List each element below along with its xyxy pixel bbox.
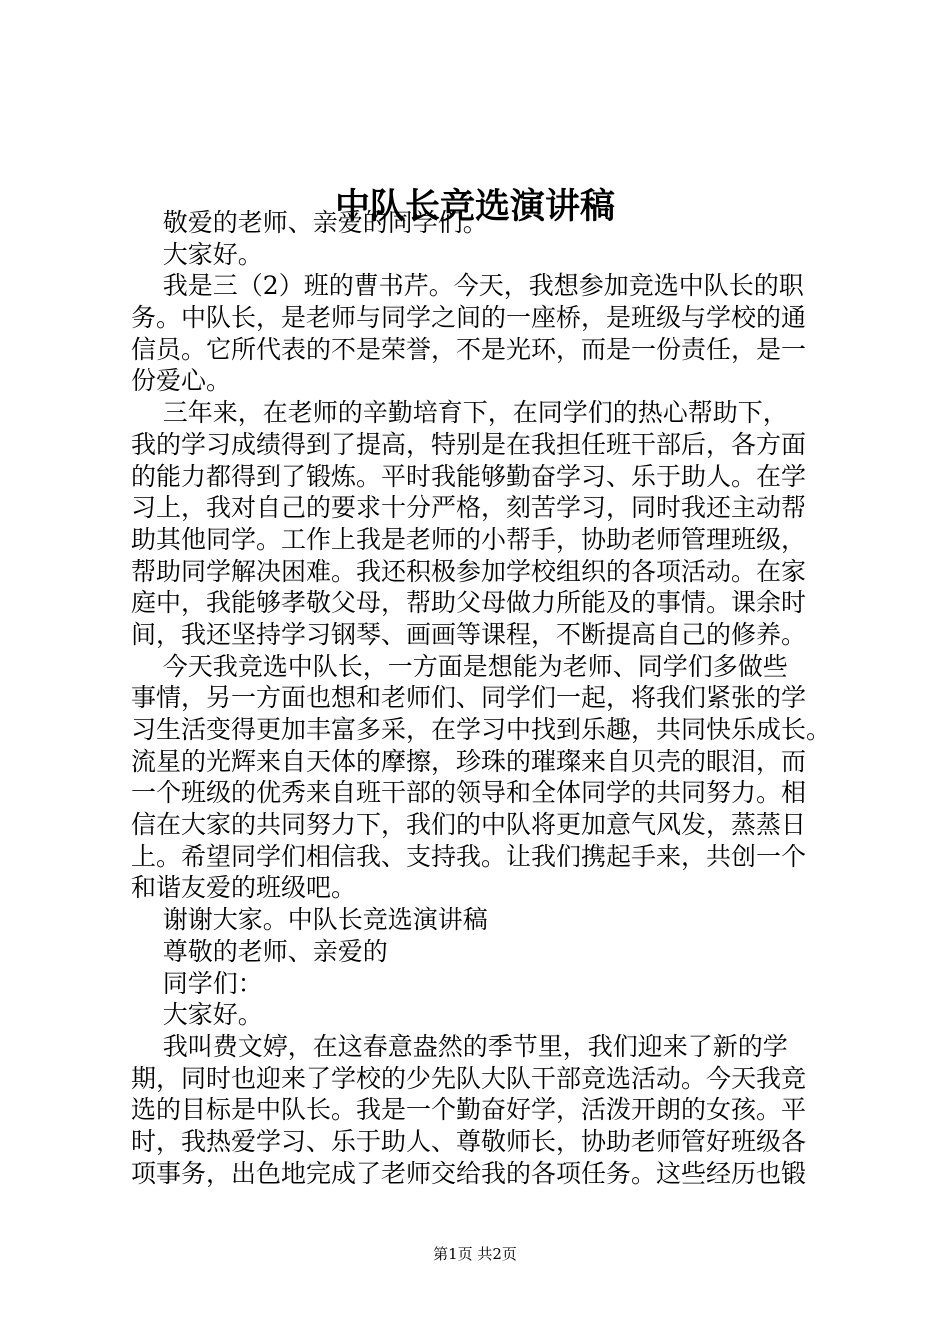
body-line: 我是三（2）班的曹书芹。今天，我想参加竞选中队长的职 <box>131 271 804 301</box>
body-line: 庭中，我能够孝敬父母，帮助父母做力所能及的事情。课余时 <box>131 588 807 618</box>
body-line: 大家好。 <box>131 239 263 269</box>
body-line: 流星的光辉来自天体的摩擦，珍珠的璀璨来自贝壳的眼泪，而 <box>131 746 807 776</box>
body-line: 项事务，出色地完成了老师交给我的各项任务。这些经历也锻 <box>131 1158 807 1188</box>
body-line: 和谐友爱的班级吧。 <box>131 873 357 903</box>
body-line: 习上，我对自己的要求十分严格，刻苦学习，同时我还主动帮 <box>131 493 807 523</box>
body-line: 我的学习成绩得到了提高，特别是在我担任班干部后，各方面 <box>131 429 807 459</box>
body-line: 同学们： <box>131 968 263 998</box>
body-line: 的能力都得到了锻炼。平时我能够勤奋学习、乐于助人。在学 <box>131 461 807 491</box>
body-line: 信员。它所代表的不是荣誉，不是光环，而是一份责任，是一 <box>131 334 807 364</box>
body-line: 信在大家的共同努力下，我们的中队将更加意气风发，蒸蒸日 <box>131 810 807 840</box>
body-line: 助其他同学。工作上我是老师的小帮手，协助老师管理班级， <box>131 524 807 554</box>
body-line: 帮助同学解决困难。我还积极参加学校组织的各项活动。在家 <box>131 556 807 586</box>
body-line: 上。希望同学们相信我、支持我。让我们携起手来，共创一个 <box>131 841 807 871</box>
body-line: 三年来，在老师的辛勤培育下，在同学们的热心帮助下， <box>131 398 788 428</box>
body-line: 期，同时也迎来了学校的少先队大队干部竞选活动。今天我竞 <box>131 1063 807 1093</box>
body-line: 大家好。 <box>131 1000 263 1030</box>
document-title: 中队长竞选演讲稿 <box>334 186 615 227</box>
body-line: 敬爱的老师、亲爱的同学们。 <box>131 208 488 237</box>
body-line: 习生活变得更加丰富多采，在学习中找到乐趣，共同快乐成长。 <box>131 715 832 744</box>
body-line: 今天我竞选中队长，一方面是想能为老师、同学们多做些 <box>131 651 788 681</box>
body-line: 我叫费文婷，在这春意盎然的季节里，我们迎来了新的学 <box>131 1031 788 1061</box>
body-line: 尊敬的老师、亲爱的 <box>131 936 388 966</box>
document-body <box>131 207 831 1189</box>
page-number-footer: 第1页 共2页 <box>433 1245 517 1263</box>
body-line: 事情，另一方面也想和老师们、同学们一起，将我们紧张的学 <box>131 683 807 713</box>
body-line: 一个班级的优秀来自班干部的领导和全体同学的共同努力。相 <box>131 778 807 808</box>
body-line: 务。中队长，是老师与同学之间的一座桥，是班级与学校的通 <box>131 303 807 333</box>
body-line: 间，我还坚持学习钢琴、画画等课程，不断提高自己的修养。 <box>131 619 807 649</box>
body-line: 谢谢大家。中队长竞选演讲稿 <box>131 905 488 935</box>
body-line: 时，我热爱学习、乐于助人、尊敬师长，协助老师管好班级各 <box>131 1126 807 1156</box>
body-line: 选的目标是中队长。我是一个勤奋好学，活泼开朗的女孩。平 <box>131 1095 807 1125</box>
body-line: 份爱心。 <box>131 366 232 396</box>
